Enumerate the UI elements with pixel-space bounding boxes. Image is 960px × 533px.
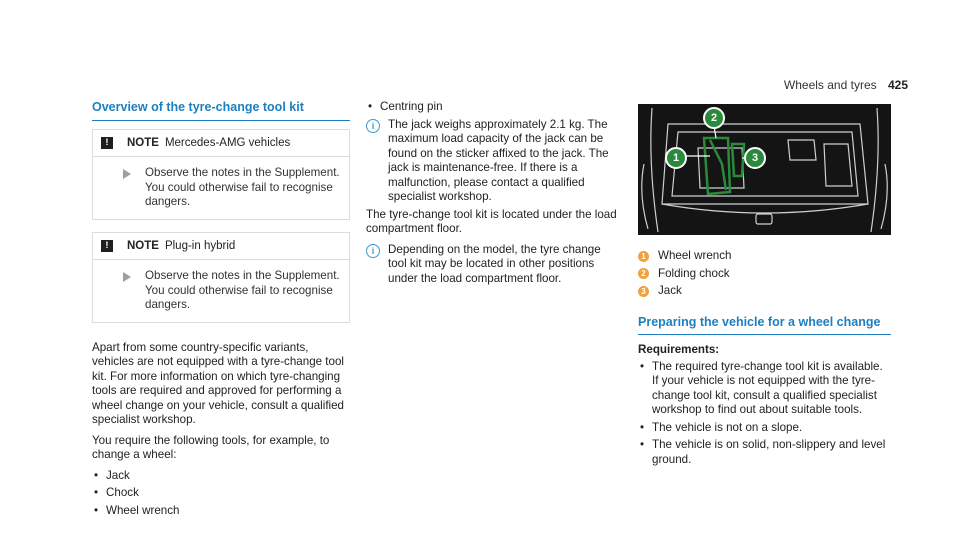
column-left: [92, 100, 350, 521]
page-number: 425: [887, 78, 908, 92]
legend-label: Folding chock: [658, 266, 730, 280]
callout-3: 3: [744, 147, 766, 169]
list-item: • Wheel wrench: [92, 504, 350, 519]
section-title-overview: Overview of the tyre-change tool kit: [92, 100, 350, 121]
info-jack: [366, 118, 622, 205]
page-header: [784, 78, 908, 92]
requirements-list: [638, 360, 891, 468]
chapter-title: Wheels and tyres: [783, 78, 877, 92]
info-text: Depending on the model, the tyre change tool kit may be located in other positions under the load compartment floor.: [388, 242, 601, 285]
tool-list-continued: [366, 100, 622, 115]
note-box-amg: [92, 129, 350, 220]
arrow-right-icon: [123, 272, 131, 282]
warning-icon: !: [101, 240, 113, 252]
legend-number: 1: [638, 251, 649, 262]
figure-legend: [638, 249, 891, 299]
note-box-hybrid: [92, 232, 350, 323]
legend-label: Wheel wrench: [658, 249, 732, 262]
legend-number: 2: [638, 268, 649, 279]
legend-item: [638, 284, 891, 299]
info-icon: i: [366, 119, 380, 133]
tool-list: [92, 469, 350, 519]
list-item: • Chock: [92, 486, 350, 501]
requirements-label: Requirements:: [638, 343, 720, 356]
info-location: [366, 243, 622, 287]
paragraph-tool-kit: Apart from some country-specific variants, vehicles are not equipped with a tyre-change tool kit. For more information on which tyre-changing tools are required and approved for performing a wheel change on your vehicle, consult a qualified specialist workshop.: [92, 340, 345, 426]
paragraph-location: The tyre-change tool kit is located under the load compartment floor.: [366, 207, 617, 235]
note-text: Observe the notes in the Supplement. You could otherwise fail to recognise dangers.: [145, 269, 340, 311]
list-item: • The vehicle is not on a slope.: [638, 421, 891, 436]
note-subject: Mercedes-AMG vehicles: [164, 136, 291, 149]
info-text: The jack weighs approximately 2.1 kg. The maximum load capacity of the jack can be found on the sticker affixed to the jack. The jack is maintenance-free. If there is a malfunction, please contact a qualified specialist workshop.: [388, 117, 609, 203]
legend-item: [638, 249, 891, 264]
warning-icon: !: [101, 137, 113, 149]
column-middle: [366, 100, 622, 289]
list-item: • The required tyre-change tool kit is available. If your vehicle is not equipped with the tyre-change tool kit, consult a qualified specialist workshop to find out about suitable tools.: [638, 360, 891, 418]
callout-1: 1: [665, 147, 687, 169]
arrow-right-icon: [123, 169, 131, 179]
note-text: Observe the notes in the Supplement. You could otherwise fail to recognise dangers.: [145, 166, 340, 208]
note-subject: Plug-in hybrid: [164, 239, 236, 252]
column-right: [638, 100, 891, 470]
note-label: NOTE: [127, 239, 159, 252]
info-icon: i: [366, 244, 380, 258]
legend-number: 3: [638, 286, 649, 297]
list-item: • Jack: [92, 469, 350, 484]
trunk-line-drawing: [638, 104, 891, 235]
list-item: • Centring pin: [366, 100, 622, 115]
trunk-illustration: [638, 104, 891, 235]
callout-2: 2: [703, 107, 725, 129]
legend-item: [638, 267, 891, 282]
legend-label: Jack: [658, 284, 682, 297]
paragraph-required-tools: You require the following tools, for example, to change a wheel:: [92, 433, 330, 461]
list-item: • The vehicle is on solid, non-slippery and level ground.: [638, 438, 891, 467]
section-title-preparing: Preparing the vehicle for a wheel change: [638, 315, 891, 336]
note-label: NOTE: [127, 136, 159, 149]
